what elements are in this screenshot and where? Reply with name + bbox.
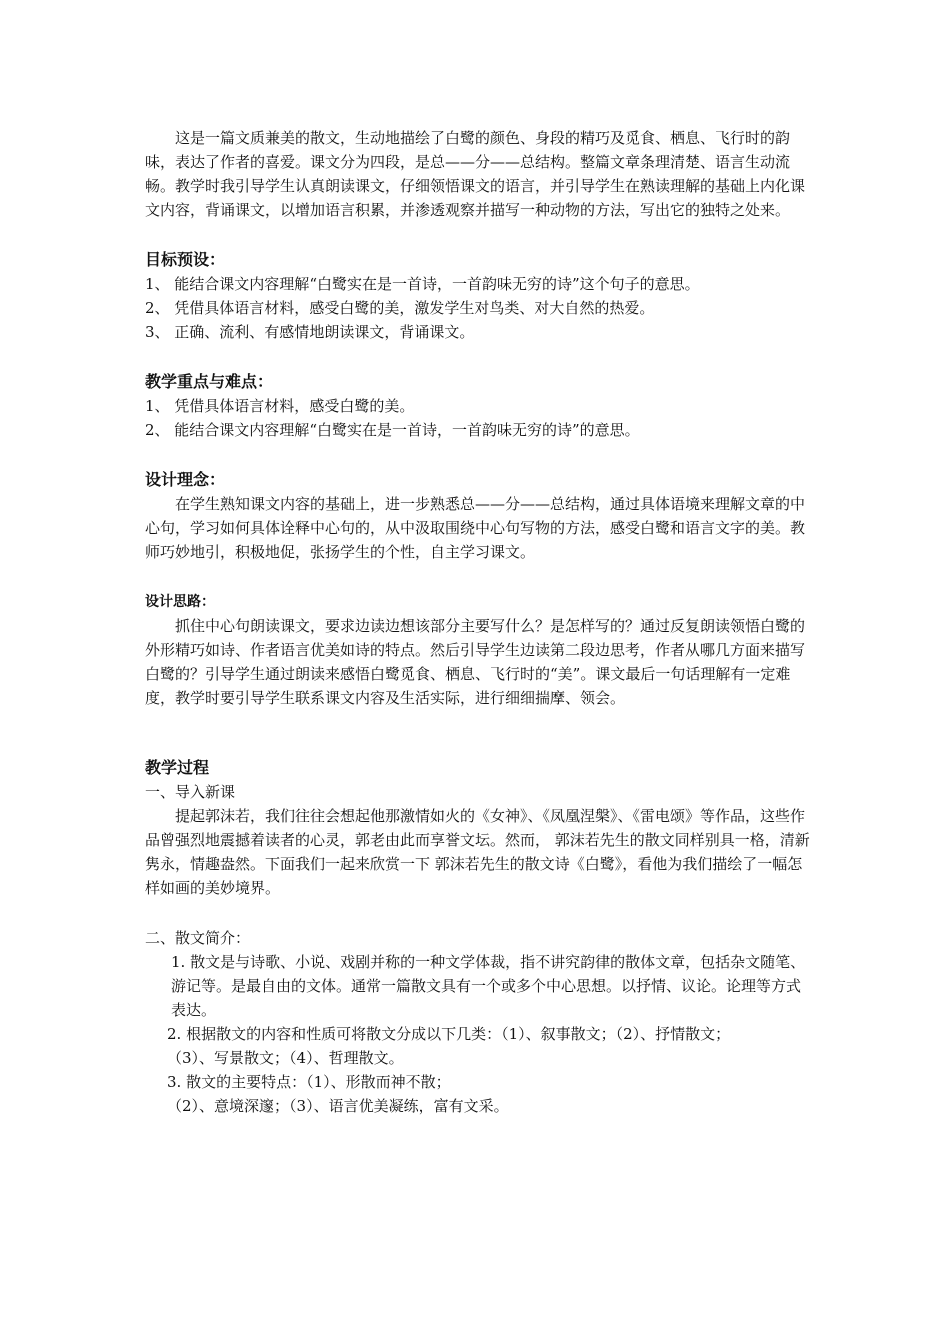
section1-title: 一、导入新课: [145, 783, 236, 801]
keypoint-item: 1、 凭借具体语言材料，感受白鹭的美。: [145, 397, 415, 415]
prose-types-cont: （3）、写景散文；（4）、哲理散文。: [167, 1049, 404, 1067]
concept-paragraph: 在学生熟知课文内容的基础上，进一步熟悉总——分——总结构，通过具体语境来理解文章的中心句，学习如何具体诠释中心句的，从中汲取围绕中心句写物的方法，感受白鹭和语言文字的美。教师巧妙地引，积极地促，张扬学生的个性，自主学习课文。: [145, 495, 806, 561]
concept-heading: 设计理念：: [145, 470, 226, 489]
spacer: [145, 900, 813, 926]
document-page: [145, 126, 813, 1118]
approach-heading: 设计思路：: [145, 594, 215, 610]
spacer: [145, 344, 813, 370]
spacer: [145, 222, 813, 248]
goal-item: 1、 能结合课文内容理解“白鹭实在是一首诗，一首韵味无穷的诗”这个句子的意思。: [145, 275, 700, 293]
section1-paragraph: 提起郭沫若，我们往往会想起他那激情如火的《女神》、《凤凰涅槃》、《雷电颂》等作品，这些作品曾强烈地震撼着读者的心灵，郭老由此而享誉文坛。然而， 郭沫若先生的散文同样别具一格，清新隽永，情趣盎然。下面我们一起来欣赏一下 郭沫若先生的散文诗《白鹭》，看他为我们描绘了一幅怎样如画的美妙境界。: [145, 807, 810, 897]
keypoints-heading: 教学重点与难点：: [145, 372, 274, 391]
goal-item: 3、 正确、流利、有感情地朗读课文，背诵课文。: [145, 323, 475, 341]
prose-features: 3. 散文的主要特点：（1）、形散而神不散；: [167, 1073, 451, 1091]
prose-types: 2. 根据散文的内容和性质可将散文分成以下几类：（1）、叙事散文；（2）、抒情散文；: [167, 1025, 731, 1043]
goals-heading: 目标预设：: [145, 250, 226, 269]
spacer: [145, 710, 813, 756]
keypoint-item: 2、 能结合课文内容理解“白鹭实在是一首诗，一首韵味无穷的诗”的意思。: [145, 421, 640, 439]
spacer: [145, 442, 813, 468]
spacer: [145, 564, 813, 590]
approach-paragraph: 抓住中心句朗读课文，要求边读边想该部分主要写什么？是怎样写的？通过反复朗读领悟白鹭的外形精巧如诗、作者语言优美如诗的特点。然后引导学生边读第二段边思考，作者从哪几方面来描写白鹭的？引导学生通过朗读来感悟白鹭觅食、栖息、飞行时的“美”。课文最后一句话理解有一定难度，教学时要引导学生联系课文内容及生活实际，进行细细揣摩、领会。: [145, 617, 806, 707]
section2-title: 二、散文简介：: [145, 929, 251, 947]
prose-features-cont: （2）、意境深邃；（3）、语言优美凝练，富有文采。: [167, 1097, 509, 1115]
goal-item: 2、 凭借具体语言材料，感受白鹭的美，激发学生对鸟类、对大自然的热爱。: [145, 299, 655, 317]
prose-definition: 1. 散文是与诗歌、小说、戏剧并称的一种文学体裁，指不讲究韵律的散体文章，包括杂文随笔、游记等。是最自由的文体。通常一篇散文具有一个或多个中心思想。以抒情、议论。论理等方式表达。: [171, 953, 806, 1019]
process-heading: 教学过程: [145, 758, 210, 777]
intro-paragraph: 这是一篇文质兼美的散文，生动地描绘了白鹭的颜色、身段的精巧及觅食、栖息、飞行时的韵味，表达了作者的喜爱。课文分为四段，是总——分——总结构。整篇文章条理清楚、语言生动流畅。教学时我引导学生认真朗读课文，仔细领悟课文的语言，并引导学生在熟读理解的基础上内化课文内容，背诵课文，以增加语言积累，并渗透观察并描写一种动物的方法，写出它的独特之处来。: [145, 129, 806, 219]
